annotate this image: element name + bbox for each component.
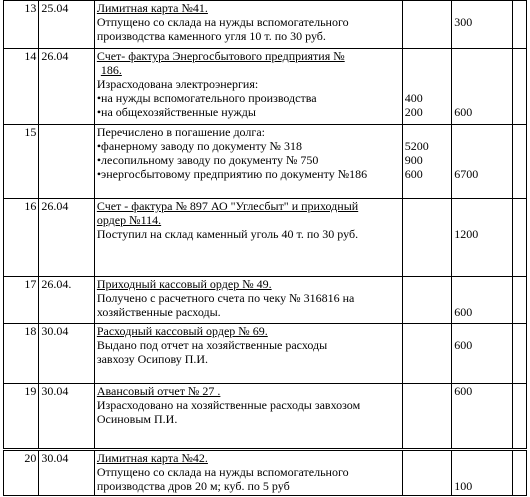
total-amount: 300 [454,15,473,29]
subamount [405,227,449,241]
total-amount [454,29,510,43]
table-row [4,324,527,384]
row-subamounts [402,384,451,450]
subamount [405,15,449,29]
row-total [452,384,513,450]
subamount [405,305,449,319]
subamount: 600 [404,167,423,181]
row-description [94,324,402,384]
table-row [4,125,527,199]
row-total [452,1,513,49]
table-row [4,199,527,277]
row-subamounts [402,277,451,324]
row-tail-cell [512,1,526,49]
total-amount: 6700 [454,167,479,181]
row-number: 17 [4,277,39,324]
description-line: производства дров 20 м; куб. по 5 руб [96,479,290,493]
description-line: Получено с расчетного счета по чеку № 316816 на [96,291,355,305]
total-amount [454,139,510,153]
subamount [405,77,449,91]
description-line: •на нужды вспомогательного производства [96,91,317,105]
document-title: Счет- фактура Энергосбытового предприятия № [96,49,345,63]
row-subamounts [402,49,451,125]
subamount [405,29,449,43]
total-amount [454,291,510,305]
row-total [452,49,513,125]
total-amount [454,277,510,291]
row-tail-cell [512,49,526,125]
subamount [405,277,449,291]
total-amount [454,352,510,366]
row-date: 26.04 [39,49,95,125]
row-date: 26.04. [39,277,95,324]
subamount [405,465,449,479]
description-line: •энергосбытовому предприятию по документу №186 [96,167,368,181]
row-number: 14 [4,49,39,125]
total-amount [454,153,510,167]
total-amount [454,1,510,15]
description-line: •фанерному заводу по документу № 318 [96,139,302,153]
subamount [405,324,449,338]
row-tail-cell [512,125,526,199]
total-amount [454,451,510,465]
document-title: Расходный кассовый ордер № 69. [96,324,268,338]
table-row [4,49,527,125]
description-line: хозяйственные расходы. [96,305,221,319]
row-date: 30.04 [39,450,95,496]
document-title: ордер №114. [96,213,162,227]
total-amount [454,199,510,213]
row-total [452,324,513,384]
row-tail-cell [512,450,526,496]
subamount [405,338,449,352]
ledger-table [3,0,527,496]
subamount: 900 [404,153,423,167]
row-subamounts [402,450,451,496]
description-line: завхозу Осипову П.И. [96,352,209,366]
row-date: 30.04 [39,324,95,384]
row-description [94,384,402,450]
table-row [4,277,527,324]
subamount: 200 [404,105,423,119]
subamount [405,49,449,63]
row-tail-cell [512,277,526,324]
row-date: 30.04 [39,384,95,450]
total-amount: 600 [454,305,473,319]
total-amount [454,213,510,227]
subamount [405,125,449,139]
subamount [405,352,449,366]
total-amount: 600 [454,105,473,119]
table-row [4,450,527,496]
description-line: •на общехозяйственные нужды [96,105,256,119]
total-amount [454,465,510,479]
total-amount [454,412,510,426]
total-amount [454,398,510,412]
description-line: Поступил на склад каменный уголь 40 т. по 30 руб. [96,227,359,241]
description-line: •лесопильному заводу по документу № 750 [96,153,319,167]
table-row [4,1,527,49]
subamount [405,1,449,15]
document-title: 186. [100,63,122,77]
row-total [452,199,513,277]
row-number: 13 [4,1,39,49]
row-description [94,450,402,496]
subamount [405,451,449,465]
row-subamounts [402,199,451,277]
description-line: Отпущено со склада на нужды вспомогательного [96,15,349,29]
total-amount [454,49,510,63]
ledger-body [4,1,527,496]
row-date: 25.04 [39,1,95,49]
description-line: Перечислено в погашение долга: [96,125,265,139]
row-total [452,450,513,496]
row-description [94,277,402,324]
total-amount: 600 [454,338,473,352]
subamount [405,63,449,77]
subamount [405,291,449,305]
document-title: Лимитная карта №42. [96,451,208,465]
row-subamounts [402,1,451,49]
row-date [39,125,95,199]
row-description [94,1,402,49]
row-total [452,125,513,199]
total-amount: 600 [454,384,473,398]
description-line: Осиновым П.И. [96,412,178,426]
total-amount [454,125,510,139]
document-title: Авансовый отчет № 27 . [96,384,221,398]
row-number: 19 [4,384,39,450]
document-title: Счет - фактура № 897 АО "Углесбыт" и приходный [96,199,359,213]
total-amount [454,77,510,91]
row-number: 18 [4,324,39,384]
total-amount [454,91,510,105]
subamount [405,213,449,227]
row-tail-cell [512,324,526,384]
total-amount: 1200 [454,227,479,241]
row-total [452,277,513,324]
subamount [405,479,449,493]
description-line: Выдано под отчет на хозяйственные расходы [96,338,328,352]
subamount: 5200 [404,139,429,153]
row-description [94,49,402,125]
total-amount [454,324,510,338]
row-description [94,125,402,199]
subamount [405,199,449,213]
row-description [94,199,402,277]
total-amount [454,63,510,77]
subamount [405,384,449,398]
document-title: Лимитная карта №41. [96,1,208,15]
total-amount: 100 [454,479,473,493]
subamount [405,412,449,426]
row-number: 15 [4,125,39,199]
row-date: 26.04 [39,199,95,277]
table-row [4,384,527,450]
subamount: 400 [404,91,423,105]
row-number: 16 [4,199,39,277]
description-line: Израсходовано на хозяйственные расходы завхозом [96,398,361,412]
description-line: Отпущено со склада на нужды вспомогательного [96,465,349,479]
subamount [405,398,449,412]
description-line: Израсходована электроэнергия: [96,77,259,91]
row-subamounts [402,125,451,199]
description-line: производства каменного угля 10 т. по 30 руб. [96,29,326,43]
row-tail-cell [512,384,526,450]
row-tail-cell [512,199,526,277]
row-subamounts [402,324,451,384]
document-title: Приходный кассовый ордер № 49. [96,277,272,291]
row-number: 20 [4,450,39,496]
